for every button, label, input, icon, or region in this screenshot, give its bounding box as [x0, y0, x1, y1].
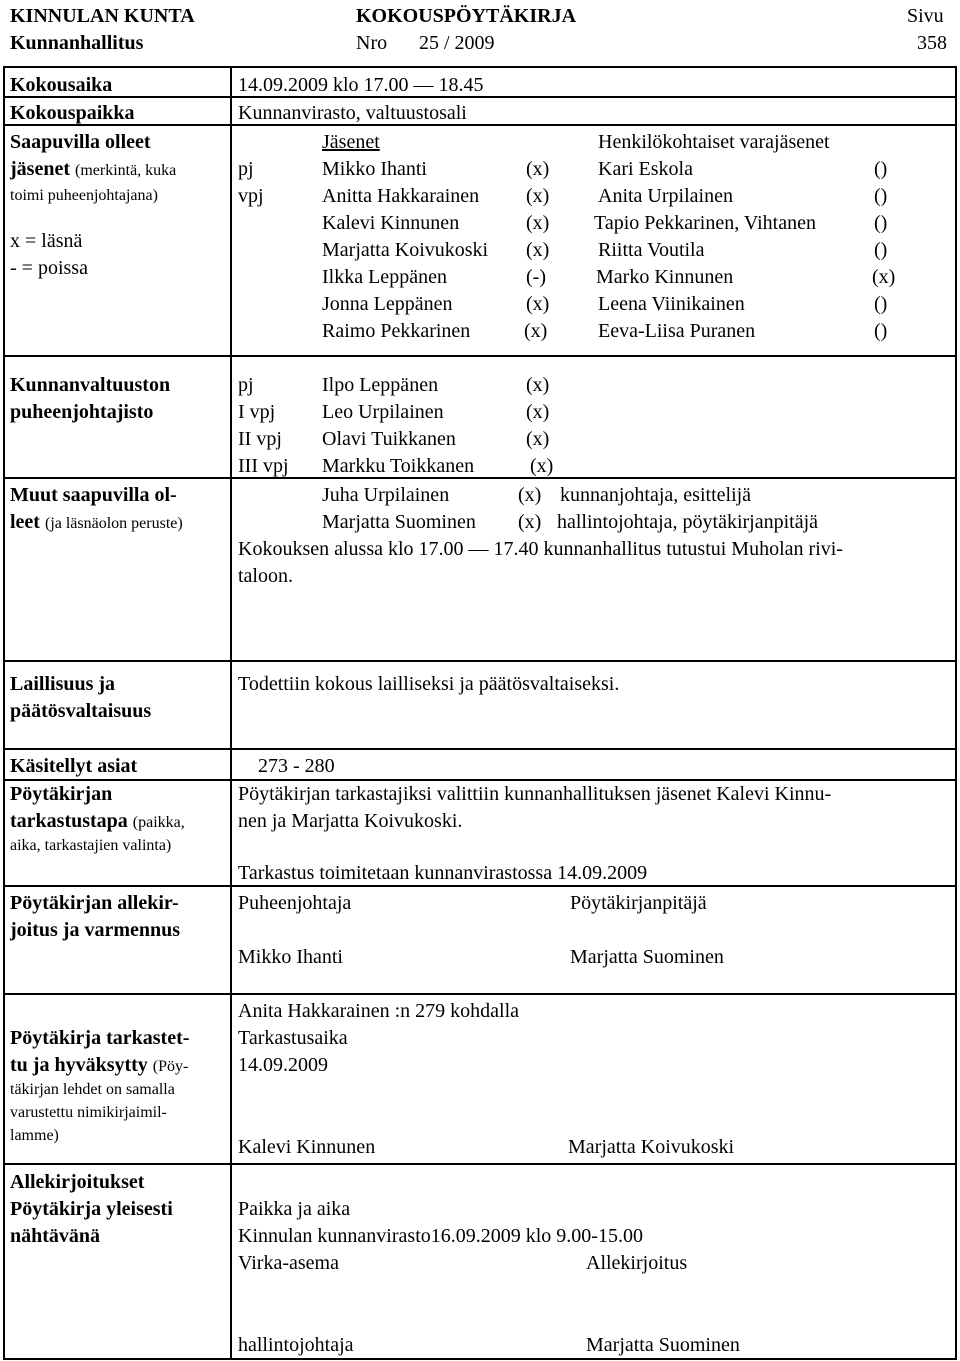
member-name: Raimo Pekkarinen — [322, 320, 471, 342]
row-divider — [3, 748, 957, 750]
attendance-label-note: (merkintä, kuka — [74, 162, 177, 179]
others-label-line2 — [10, 510, 183, 536]
signing-label-line2: joitus ja varmennus — [10, 919, 181, 941]
chair-role: II vpj — [238, 428, 282, 450]
others-label-note: (ja läsnäolon peruste) — [44, 515, 183, 532]
member-name: Mikko Ihanti — [322, 158, 427, 180]
public-label-line2: nähtävänä — [10, 1225, 101, 1247]
deputy-mark: () — [874, 212, 888, 234]
page-number: 358 — [917, 32, 947, 54]
member-name: Kalevi Kinnunen — [322, 212, 460, 234]
row-divider — [3, 477, 957, 479]
table-bottom-border — [3, 1358, 957, 1360]
legality-label: Laillisuus ja — [10, 673, 116, 695]
doc-type: KOKOUSPÖYTÄKIRJA — [356, 5, 577, 27]
office-label: Virka-asema — [238, 1252, 339, 1274]
deputy-name: Riitta Voutila — [598, 239, 705, 261]
row-divider — [3, 779, 957, 781]
deputy-name: Marko Kinnunen — [596, 266, 734, 288]
deputy-mark: (x) — [872, 266, 896, 288]
attendance-label-line2 — [10, 157, 176, 183]
meeting-place-label: Kokouspaikka — [10, 102, 135, 124]
row-divider — [3, 885, 957, 887]
inspection-label-note: (paikka, — [132, 814, 185, 831]
chair-role: I vpj — [238, 401, 276, 423]
approved-label-bold: tu ja hyväksytty — [10, 1054, 148, 1076]
other-name: Juha Urpilainen — [322, 484, 450, 506]
deputy-name: Anita Urpilainen — [598, 185, 733, 207]
page-label: Sivu — [907, 5, 944, 27]
inspector-name: Kalevi Kinnunen — [238, 1136, 376, 1158]
others-note-line2: taloon. — [238, 565, 293, 587]
members-header: Jäsenet — [322, 131, 380, 153]
chair-name: Olavi Tuikkanen — [322, 428, 456, 450]
approved-label-note: (Pöy- — [152, 1058, 189, 1075]
inspection-time: Tarkastus toimitetaan kunnanvirastossa 14.09.2009 — [238, 862, 648, 884]
chair-name: Leo Urpilainen — [322, 401, 444, 423]
chair-name: Ilpo Leppänen — [322, 374, 439, 396]
chair-mark: (x) — [526, 428, 550, 450]
signature-label: Allekirjoitus — [586, 1252, 688, 1274]
items-label: Käsitellyt asiat — [10, 755, 138, 777]
inspector-name: Marjatta Koivukoski — [568, 1136, 735, 1158]
inspection-time-value: 14.09.2009 — [238, 1054, 328, 1076]
others-label-bold: leet — [10, 511, 40, 533]
row-divider — [3, 1163, 957, 1165]
member-name: Marjatta Koivukoski — [322, 239, 489, 261]
other-mark: (x) — [518, 511, 542, 533]
member-name: Ilkka Leppänen — [322, 266, 447, 288]
approved-label-note-2: täkirjan lehdet on samalla — [10, 1081, 175, 1098]
other-name: Marjatta Suominen — [322, 511, 476, 533]
other-mark: (x) — [518, 484, 542, 506]
signature-value: Marjatta Suominen — [586, 1334, 740, 1356]
inspection-label-bold: tarkastustapa — [10, 810, 128, 832]
deputy-mark: () — [874, 185, 888, 207]
column-divider — [230, 66, 232, 1360]
meeting-place-value: Kunnanvirasto, valtuustosali — [238, 102, 467, 124]
member-mark: (x) — [526, 212, 550, 234]
attendance-label: Saapuvilla olleet — [10, 131, 151, 153]
nro-label: Nro — [356, 32, 388, 54]
member-mark: (x) — [526, 239, 550, 261]
chair-mark: (x) — [530, 455, 554, 477]
inspection-label-line2 — [10, 809, 185, 835]
deputy-mark: () — [874, 293, 888, 315]
others-label: Muut saapuvilla ol- — [10, 484, 177, 506]
others-note: Kokouksen alussa klo 17.00 — 17.40 kunnanhallitus tutustui Muholan rivi- — [238, 538, 843, 560]
member-mark: (x) — [526, 158, 550, 180]
org-name: KINNULAN KUNTA — [10, 5, 195, 27]
table-top-border — [3, 66, 957, 68]
member-name: Jonna Leppänen — [322, 293, 453, 315]
attendance-label-note-2: toimi puheenjohtajana) — [10, 187, 158, 204]
council-chairs-label-line2: puheenjohtajisto — [10, 401, 154, 423]
inspection-text-line2: nen ja Marjatta Koivukoski. — [238, 810, 463, 832]
signing-note: Anita Hakkarainen :n 279 kohdalla — [238, 1000, 520, 1022]
approved-label-note-4: lamme) — [10, 1127, 59, 1144]
items-value: 273 - 280 — [258, 755, 335, 777]
chair-mark: (x) — [526, 374, 550, 396]
chair-name: Markku Toikkanen — [322, 455, 475, 477]
member-mark: (-) — [526, 266, 546, 288]
legality-label-line2: päätösvaltaisuus — [10, 700, 152, 722]
deputy-name: Kari Eskola — [598, 158, 693, 180]
deputy-mark: () — [874, 158, 888, 180]
place-time-label: Paikka ja aika — [238, 1198, 351, 1220]
secretary-title: Pöytäkirjanpitäjä — [570, 892, 707, 914]
table-left-border — [3, 66, 5, 1360]
inspection-label-note-2: aika, tarkastajien valinta) — [10, 837, 172, 854]
other-reason: kunnanjohtaja, esittelijä — [560, 484, 752, 506]
legend-absent: - = poissa — [10, 257, 88, 279]
deputy-name: Eeva-Liisa Puranen — [598, 320, 756, 342]
table-right-border — [955, 66, 957, 1360]
member-role: vpj — [238, 185, 264, 207]
place-time-value: Kinnulan kunnanvirasto16.09.2009 klo 9.00-15.00 — [238, 1225, 643, 1247]
body-name: Kunnanhallitus — [10, 32, 144, 54]
deputy-mark: () — [874, 320, 888, 342]
meeting-time-value: 14.09.2009 klo 17.00 — 18.45 — [238, 74, 484, 96]
member-role: pj — [238, 158, 254, 180]
deputy-mark: () — [874, 239, 888, 261]
member-name: Anitta Hakkarainen — [322, 185, 480, 207]
nro-value: 25 / 2009 — [419, 32, 495, 54]
inspection-label: Pöytäkirjan — [10, 783, 113, 805]
approved-label: Pöytäkirja tarkastet- — [10, 1027, 190, 1049]
inspection-text: Pöytäkirjan tarkastajiksi valittiin kunnanhallituksen jäsenet Kalevi Kinnu- — [238, 783, 832, 805]
row-divider — [3, 355, 957, 357]
office-value: hallintojohtaja — [238, 1334, 354, 1356]
other-reason: hallintojohtaja, pöytäkirjanpitäjä — [557, 511, 819, 533]
deputy-name: Leena Viinikainen — [598, 293, 745, 315]
chair-mark: (x) — [526, 401, 550, 423]
secretary-signer-name: Marjatta Suominen — [570, 946, 724, 968]
signatures-label: Allekirjoitukset — [10, 1171, 145, 1193]
legality-text: Todettiin kokous lailliseksi ja päätösvaltaiseksi. — [238, 673, 620, 695]
chair-signer-name: Mikko Ihanti — [238, 946, 343, 968]
council-chairs-label: Kunnanvaltuuston — [10, 374, 171, 396]
row-divider — [3, 993, 957, 995]
approved-label-note-3: varustettu nimikirjaimil- — [10, 1104, 167, 1121]
member-mark: (x) — [526, 185, 550, 207]
chair-title: Puheenjohtaja — [238, 892, 352, 914]
inspection-time-label: Tarkastusaika — [238, 1027, 348, 1049]
attendance-label-bold: jäsenet — [10, 158, 70, 180]
row-divider — [3, 660, 957, 662]
chair-role: pj — [238, 374, 254, 396]
public-label: Pöytäkirja yleisesti — [10, 1198, 173, 1220]
deputy-name: Tapio Pekkarinen, Vihtanen — [594, 212, 816, 234]
row-divider — [3, 124, 957, 126]
deputies-header: Henkilökohtaiset varajäsenet — [598, 131, 830, 153]
member-mark: (x) — [526, 293, 550, 315]
meeting-time-label: Kokousaika — [10, 74, 113, 96]
chair-role: III vpj — [238, 455, 289, 477]
legend-present: x = läsnä — [10, 230, 83, 252]
approved-label-line2 — [10, 1053, 188, 1079]
member-mark: (x) — [524, 320, 548, 342]
signing-label: Pöytäkirjan allekir- — [10, 892, 179, 914]
